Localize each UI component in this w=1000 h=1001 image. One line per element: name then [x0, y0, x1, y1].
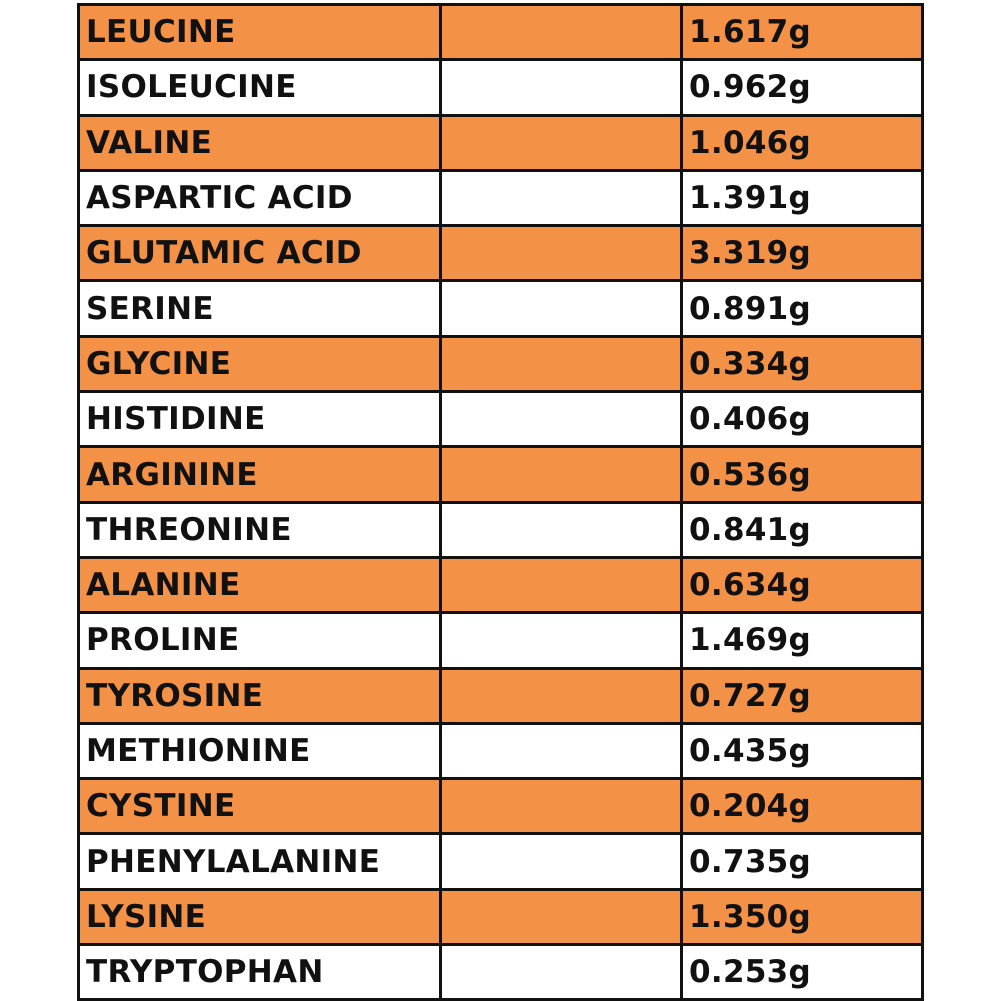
amino-acid-name: PROLINE — [79, 613, 441, 668]
amino-acid-amount: 1.350g — [682, 889, 923, 944]
table-row — [79, 668, 923, 723]
empty-cell — [441, 170, 682, 225]
empty-cell — [441, 226, 682, 281]
table-row — [79, 834, 923, 889]
amino-acid-amount: 1.391g — [682, 170, 923, 225]
amino-acid-name: ALANINE — [79, 557, 441, 612]
table-row — [79, 945, 923, 1000]
amino-acid-amount: 0.841g — [682, 502, 923, 557]
amino-acid-amount: 0.735g — [682, 834, 923, 889]
amino-acid-name: TRYPTOPHAN — [79, 945, 441, 1000]
empty-cell — [441, 502, 682, 557]
table-row — [79, 613, 923, 668]
table-row — [79, 889, 923, 944]
empty-cell — [441, 834, 682, 889]
amino-acid-name: METHIONINE — [79, 723, 441, 778]
empty-cell — [441, 779, 682, 834]
amino-acid-name: LYSINE — [79, 889, 441, 944]
amino-acid-name: CYSTINE — [79, 779, 441, 834]
amino-acid-amount: 0.253g — [682, 945, 923, 1000]
amino-acid-amount: 0.536g — [682, 447, 923, 502]
table-row — [79, 226, 923, 281]
amino-acid-amount: 1.046g — [682, 115, 923, 170]
table-row — [79, 392, 923, 447]
empty-cell — [441, 723, 682, 778]
empty-cell — [441, 889, 682, 944]
table-row — [79, 60, 923, 115]
table-row — [79, 447, 923, 502]
empty-cell — [441, 945, 682, 1000]
empty-cell — [441, 281, 682, 336]
amino-acid-name: HISTIDINE — [79, 392, 441, 447]
amino-acid-amount: 1.617g — [682, 5, 923, 60]
amino-acid-name: GLYCINE — [79, 336, 441, 391]
table-row — [79, 281, 923, 336]
table-row — [79, 170, 923, 225]
amino-acid-name: ASPARTIC ACID — [79, 170, 441, 225]
table-row — [79, 723, 923, 778]
table-row — [79, 779, 923, 834]
amino-acid-amount: 0.204g — [682, 779, 923, 834]
empty-cell — [441, 115, 682, 170]
amino-acid-amount: 0.435g — [682, 723, 923, 778]
table-row — [79, 5, 923, 60]
amino-acid-name: ISOLEUCINE — [79, 60, 441, 115]
amino-acid-name: SERINE — [79, 281, 441, 336]
amino-acid-name: ARGININE — [79, 447, 441, 502]
amino-acid-name: TYROSINE — [79, 668, 441, 723]
amino-acid-rows — [79, 5, 923, 1000]
empty-cell — [441, 557, 682, 612]
amino-acid-amount: 0.727g — [682, 668, 923, 723]
amino-acid-amount: 0.962g — [682, 60, 923, 115]
empty-cell — [441, 5, 682, 60]
table-row — [79, 336, 923, 391]
table-row — [79, 557, 923, 612]
empty-cell — [441, 336, 682, 391]
empty-cell — [441, 447, 682, 502]
table-row — [79, 502, 923, 557]
amino-acid-amount: 0.406g — [682, 392, 923, 447]
amino-acid-name: THREONINE — [79, 502, 441, 557]
empty-cell — [441, 60, 682, 115]
amino-acid-name: GLUTAMIC ACID — [79, 226, 441, 281]
amino-acid-name: PHENYLALANINE — [79, 834, 441, 889]
amino-acid-amount: 0.634g — [682, 557, 923, 612]
amino-acid-table — [77, 3, 924, 1001]
empty-cell — [441, 668, 682, 723]
table-row — [79, 115, 923, 170]
amino-acid-amount: 1.469g — [682, 613, 923, 668]
amino-acid-amount: 0.891g — [682, 281, 923, 336]
amino-acid-name: VALINE — [79, 115, 441, 170]
amino-acid-name: LEUCINE — [79, 5, 441, 60]
empty-cell — [441, 392, 682, 447]
amino-acid-amount: 0.334g — [682, 336, 923, 391]
empty-cell — [441, 613, 682, 668]
amino-acid-amount: 3.319g — [682, 226, 923, 281]
